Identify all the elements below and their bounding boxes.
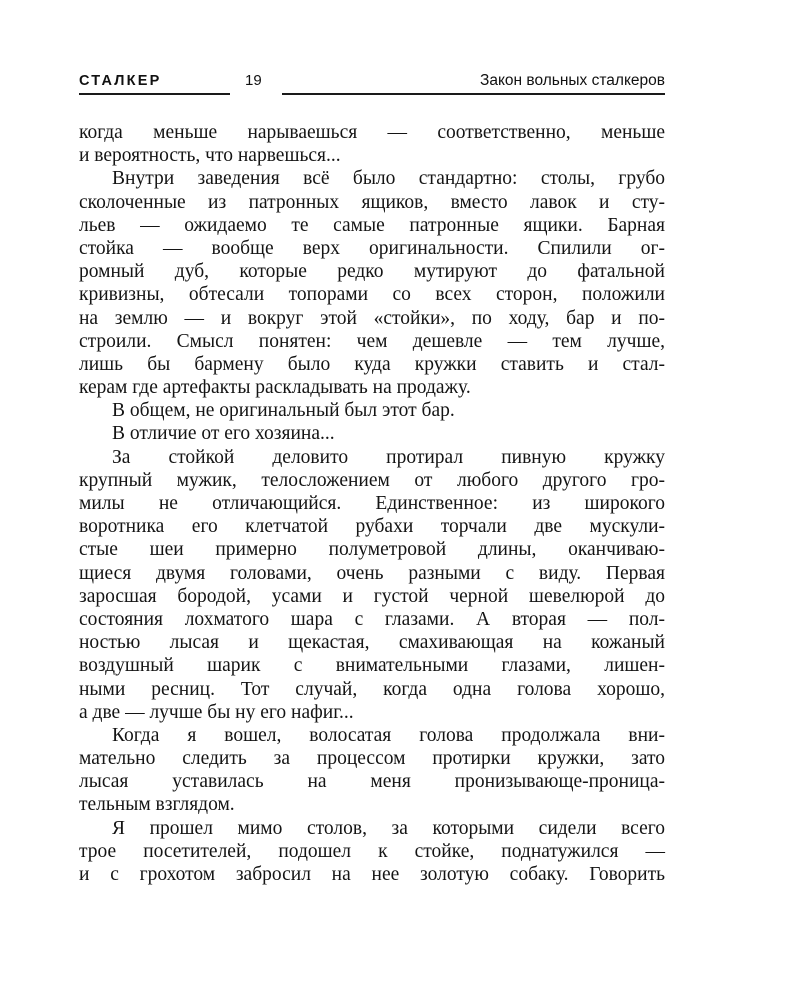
text-line: когда меньше нарываешься — соответственно, меньше	[79, 122, 665, 143]
text-line: Я прошел мимо столов, за которыми сидели всего	[112, 817, 665, 839]
text-line: В общем, не оригинальный был этот бар.	[112, 400, 455, 422]
text-line: стые шеи примерно полуметровой длины, оканчиваю-	[79, 539, 665, 561]
header-rule-left	[79, 93, 230, 95]
text-line: мательно следить за процессом протирки кружки, зато	[79, 748, 665, 770]
text-line: щиеся двумя головами, очень разными с виду. Первая	[79, 562, 665, 584]
header-rule-right	[282, 93, 665, 95]
page-number: 19	[245, 72, 262, 89]
text-line: ными ресниц. Тот случай, когда одна голова хорошо,	[79, 678, 665, 700]
text-line: За стойкой деловито протирал пивную кружку	[112, 446, 665, 468]
text-line: воздушный шарик с внимательными глазами, лишен-	[79, 655, 665, 677]
text-line: Когда я вошел, волосатая голова продолжала вни-	[112, 724, 665, 746]
text-line: трое посетителей, подошел к стойке, поднатужился —	[79, 840, 665, 862]
text-line: керам где артефакты раскладывать на продажу.	[79, 377, 471, 399]
text-line: а две — лучше бы ну его нафиг...	[79, 701, 354, 723]
text-line: воротника его клетчатой рубахи торчали две мускули-	[79, 516, 665, 538]
text-line: строили. Смысл понятен: чем дешевле — тем лучше,	[79, 330, 665, 352]
text-line: и вероятность, что нарвешься...	[79, 145, 341, 167]
text-line: ромный дуб, которые редко мутируют до фатальной	[79, 261, 665, 283]
text-line: В отличие от его хозяина...	[112, 423, 335, 445]
text-line: милы не отличающийся. Единственное: из широкого	[79, 493, 665, 514]
text-line: состояния лохматого шара с глазами. А вторая — пол-	[79, 608, 665, 630]
text-line: заросшая бородой, усами и густой черной шевелюрой до	[79, 585, 665, 607]
text-line: кривизны, обтесали топорами со всех сторон, положили	[79, 284, 665, 306]
text-line: льев — ожидаемо те самые патронные ящики. Барная	[79, 214, 665, 236]
text-line: и с грохотом забросил на нее золотую собаку. Говорить	[79, 864, 665, 885]
text-line: Внутри заведения всё было стандартно: столы, грубо	[112, 168, 665, 190]
text-line: сколоченные из патронных ящиков, вместо лавок и сту-	[79, 191, 665, 213]
text-line: стойка — вообще верх оригинальности. Спилили ог-	[79, 237, 665, 259]
body-text	[79, 121, 665, 886]
running-header	[79, 70, 665, 98]
text-line: лысая уставилась на меня пронизывающе-проница-	[79, 771, 665, 793]
text-line: тельным взглядом.	[79, 794, 235, 816]
text-line: на землю — и вокруг этой «стойки», по ходу, бар и по-	[79, 307, 665, 329]
series-title: СТАЛКЕР	[79, 73, 162, 89]
text-line: лишь бы бармену было куда кружки ставить и стал-	[79, 353, 665, 375]
text-line: крупный мужик, телосложением от любого другого гро-	[79, 469, 665, 491]
text-line: ностью лысая и щекастая, смахивающая на кожаный	[79, 632, 665, 654]
chapter-title: Закон вольных сталкеров	[479, 72, 665, 89]
